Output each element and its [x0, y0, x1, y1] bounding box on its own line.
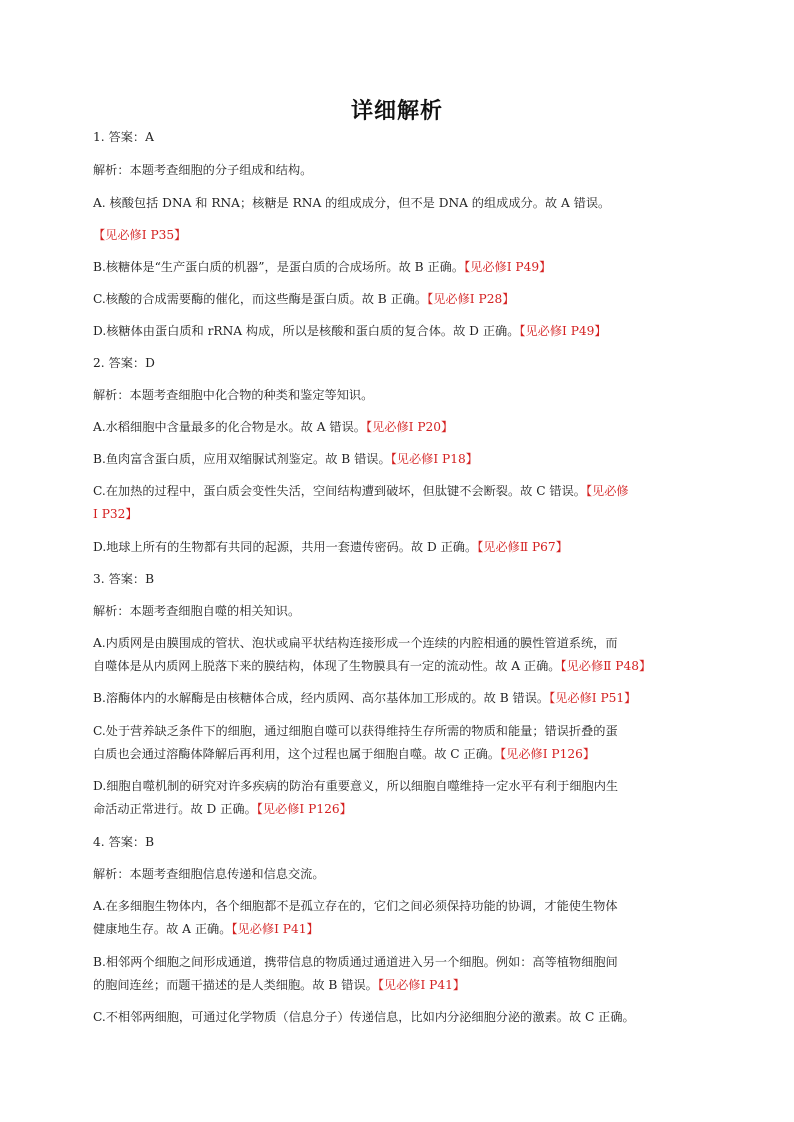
textbook-reference: 【见必修Ⅰ P35】	[93, 228, 187, 242]
textbook-reference: 【见必修Ⅰ P126】	[500, 747, 596, 761]
textbook-reference: 【见必修Ⅱ P48】	[560, 659, 652, 673]
q1-option-a: A. 核酸包括 DNA 和 RNA；核糖是 RNA 的组成成分，但不是 DNA 的组成成分。故 A 错误。	[93, 196, 611, 210]
option-text: B.核糖体是“生产蛋白质的机器”，是蛋白质的合成场所。故 B 正确。	[93, 260, 465, 274]
q1-answer: 1. 答案：A	[93, 130, 154, 144]
q4-option-b-line2	[93, 974, 705, 996]
q2-option-b	[93, 448, 705, 470]
q2-analysis: 解析：本题考查细胞中化合物的种类和鉴定等知识。	[93, 388, 374, 402]
textbook-reference: Ⅰ P32】	[93, 507, 138, 521]
option-text: D.地球上所有的生物都有共同的起源，共用一套遗传密码。故 D 正确。	[93, 540, 478, 554]
option-text: 的胞间连丝；而题干描述的是人类细胞。故 B 错误。	[93, 978, 378, 992]
q3-answer: 3. 答案：B	[93, 572, 155, 586]
q4-option-a-line2	[93, 918, 705, 940]
q4-option-b-line1: B.相邻两个细胞之间形成通道，携带信息的物质通过通道进入另一个细胞。例如：高等植物细胞间	[93, 955, 618, 969]
option-text: C.在加热的过程中，蛋白质会变性失活，空间结构遭到破坏，但肽键不会断裂。故 C 错误。	[93, 484, 586, 498]
option-text: 命活动正常进行。故 D 正确。	[93, 802, 257, 816]
q4-option-c: C.不相邻两细胞，可通过化学物质（信息分子）传递信息，比如内分泌细胞分泌的激素。故 C 正确。	[93, 1010, 635, 1024]
textbook-reference: 【见必修Ⅰ P49】	[519, 324, 607, 338]
q3-option-b	[93, 687, 705, 709]
textbook-reference: 【见必修Ⅰ P28】	[427, 292, 515, 306]
q4-option-a-line1: A.在多细胞生物体内，各个细胞都不是孤立存在的，它们之间必须保持功能的协调，才能使生物体	[93, 899, 618, 913]
q4-answer: 4. 答案：B	[93, 835, 155, 849]
textbook-reference: 【见必修Ⅰ P20】	[365, 420, 454, 434]
q1-option-b	[93, 256, 705, 278]
q3-option-a-line1: A.内质网是由膜围成的管状、泡状或扁平状结构连接形成一个连续的内腔相通的膜性管道系统，而	[93, 636, 618, 650]
q2-option-d	[93, 536, 705, 558]
textbook-reference: 【见必修	[585, 484, 629, 498]
q2-answer: 2. 答案：D	[93, 356, 155, 370]
q4-analysis: 解析：本题考查细胞信息传递和信息交流。	[93, 867, 325, 881]
q3-option-d-line2	[93, 798, 705, 820]
textbook-reference: 【见必修Ⅰ P51】	[549, 691, 637, 705]
q1-option-d	[93, 320, 705, 342]
q1-option-a-ref	[93, 224, 705, 246]
page-title: 详细解析	[350, 99, 443, 124]
q1-option-c	[93, 288, 705, 310]
option-text: B.溶酶体内的水解酶是由核糖体合成，经内质网、高尔基体加工形成的。故 B 错误。	[93, 691, 550, 705]
q3-option-a-line2	[93, 655, 705, 677]
q3-option-d-line1: D.细胞自噬机制的研究对许多疾病的防治有重要意义，所以细胞自噬维持一定水平有利于细胞内生	[93, 779, 619, 793]
textbook-reference: 【见必修Ⅰ P41】	[231, 922, 319, 936]
q2-option-a	[93, 416, 705, 438]
textbook-reference: 【见必修Ⅰ P49】	[464, 260, 552, 274]
textbook-reference: 【见必修Ⅱ P67】	[477, 540, 568, 554]
textbook-reference: 【见必修Ⅰ P126】	[256, 802, 352, 816]
q3-option-c-line2	[93, 743, 705, 765]
option-text: 白质也会通过溶酶体降解后再利用，这个过程也属于细胞自噬。故 C 正确。	[93, 747, 501, 761]
option-text: 健康地生存。故 A 正确。	[93, 922, 232, 936]
option-text: 自噬体是从内质网上脱落下来的膜结构，体现了生物膜具有一定的流动性。故 A 正确。	[93, 659, 561, 673]
q1-analysis: 解析：本题考查细胞的分子组成和结构。	[93, 163, 313, 177]
q2-option-c	[93, 480, 705, 502]
option-text: A.水稻细胞中含量最多的化合物是水。故 A 错误。	[93, 420, 366, 434]
option-text: B.鱼肉富含蛋白质，应用双缩脲试剂鉴定。故 B 错误。	[93, 452, 391, 466]
option-text: D.核糖体由蛋白质和 rRNA 构成，所以是核酸和蛋白质的复合体。故 D 正确。	[93, 324, 520, 338]
q3-option-c-line1: C.处于营养缺乏条件下的细胞，通过细胞自噬可以获得维持生存所需的物质和能量；错误折叠的蛋	[93, 724, 618, 738]
textbook-reference: 【见必修Ⅰ P41】	[377, 978, 466, 992]
q2-option-c-cont	[93, 503, 705, 525]
option-text: C.核酸的合成需要酶的催化，而这些酶是蛋白质。故 B 正确。	[93, 292, 428, 306]
textbook-reference: 【见必修Ⅰ P18】	[390, 452, 478, 466]
q3-analysis: 解析：本题考查细胞自噬的相关知识。	[93, 604, 301, 618]
